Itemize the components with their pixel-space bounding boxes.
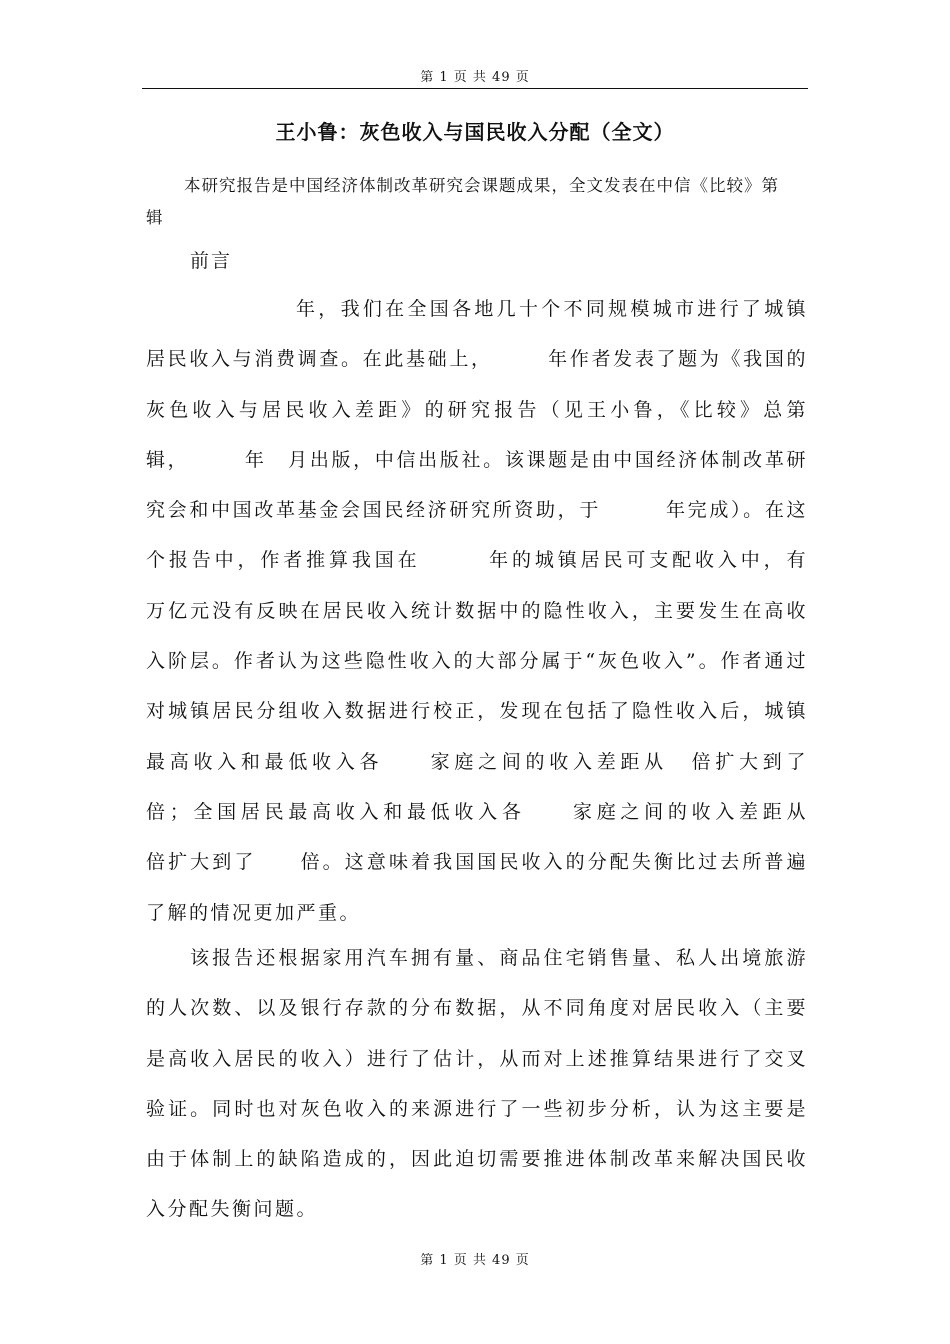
intro-note: 本研究报告是中国经济体制改革研究会课题成果，全文发表在中信《比较》第 辑 <box>146 176 814 227</box>
document-title: 王小鲁：灰色收入与国民收入分配（全文） <box>275 120 675 144</box>
page-footer: 第 1 页 共 49 页 <box>420 1253 530 1268</box>
body-paragraph-1: 年，我们在全国各地几十个不同规模城市进行了城镇居民收入与消费调查。在此基础上， 年作者发表了题为《我国的灰色收入与居民收入差距》的研究报告（见王小鲁，《比较》总第 辑， 年 月出版，中信出版社。该课题是由中国经济体制改革研究会和中国改革基金会国民经济研究所资助，于 年完成）。在这个报告中，作者推算我国在 年的城镇居民可支配收入中，有 万亿元没有反映在居民收入统计数据中的隐性收入，主要发生在高收入阶层。作者认为这些隐性收入的大部分属于“灰色收入”。作者通过对城镇居民分组收入数据进行校正，发现在包括了隐性收入后，城镇最高收入和最低收入各 家庭之间的收入差距从 倍扩大到了 倍；全国居民最高收入和最低收入各 家庭之间的收入差距从 倍扩大到了 倍。这意味着我国国民收入的分配失衡比过去所普遍了解的情况更加严重。 <box>146 298 852 924</box>
body-paragraph-2: 该报告还根据家用汽车拥有量、商品住宅销售量、私人出境旅游的人次数、以及银行存款的分布数据，从不同角度对居民收入（主要是高收入居民的收入）进行了估计，从而对上述推算结果进行了交叉验证。同时也对灰色收入的来源进行了一些初步分析，认为这主要是由于体制上的缺陷造成的，因此迫切需要推进体制改革来解决国民收入分配失衡问题。 <box>146 947 808 1221</box>
section-heading: 前言 <box>190 250 233 272</box>
header-divider <box>142 88 808 89</box>
page-header: 第 1 页 共 49 页 <box>420 70 530 85</box>
